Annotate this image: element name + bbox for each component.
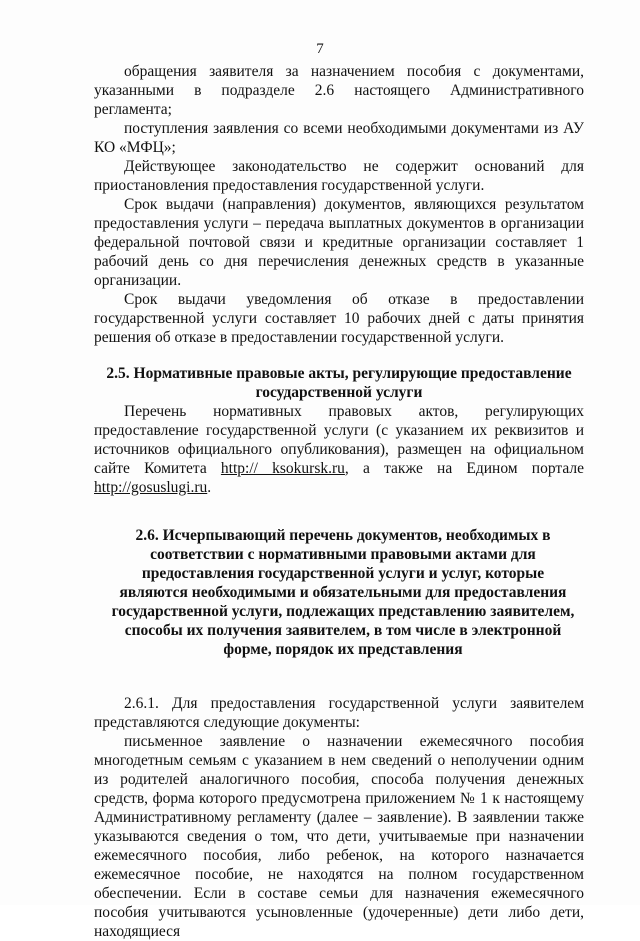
spacer: [94, 659, 584, 694]
text: .: [207, 479, 212, 496]
paragraph-2-5: [94, 402, 584, 497]
gosuslugi-link[interactable]: http://gosuslugi.ru: [94, 479, 208, 496]
page-number: 7: [316, 41, 324, 57]
paragraph: письменное заявление о назначении ежемесячного пособия многодетным семьям с указанием в нем сведений о неполучении одним из родителей аналогичного пособия, способа получения денежных средств, форма которого предусмотрена приложением № 1 к настоящему Административному регламенту (далее – заявление). В заявлении также указываются сведения о том, что дети, учитываемые при назначении ежемесячного пособия, либо ребенок, на которого назначается ежемесячное пособие, не находятся на полном государственном обеспечении. Если в составе семьи для назначения ежемесячного пособия учитываются усыновленные (удочеренные) дети либо дети, находящиеся: [94, 733, 584, 940]
paragraph: Срок выдачи уведомления об отказе в предоставлении государственной услуги составляет 10 рабочих дней с даты принятия решения об отказе в предоставлении государственной услуги.: [94, 291, 584, 346]
paragraph: Срок выдачи (направления) документов, являющихся результатом предоставления услуги – передача выплатных документов в организации федеральной почтовой связи и кредитные организации составляет 1 рабочий день со дня перечисления денежных средств в указанные организации.: [94, 196, 584, 289]
section-heading-2-5: 2.5. Нормативные правовые акты, регулирующие предоставление государственной услуги: [106, 365, 572, 401]
section-heading-2-6: 2.6. Исчерпывающий перечень документов, необходимых в соответствии с нормативными правовыми актами для предоставления государственной услуги и услуг, которые являются необходимыми и обязательными для предоставления государственной услуги, подлежащих представлению заявителем, способы их получения заявителем, в том числе в электронной форме, порядок их представления: [111, 527, 575, 658]
committee-site-link[interactable]: http:// ksokursk.ru: [220, 460, 345, 477]
paragraph: поступления заявления со всеми необходимыми документами из АУ КО «МФЦ»;: [94, 120, 584, 156]
paragraph: Действующее законодательство не содержит оснований для приостановления предоставления государственной услуги.: [94, 158, 584, 194]
text: Перечень нормативных правовых актов, регулирующих предоставление государственной услуги (с указанием их реквизитов и источников официального опубликования), размещен на официальном сайте Комитета: [94, 403, 584, 477]
paragraph-2-6-1: 2.6.1. Для предоставления государственной услуги заявителем представляются следующие документы:: [94, 695, 584, 731]
document-body: [94, 62, 584, 941]
text: , а также на Едином портале: [344, 460, 584, 477]
paragraph: обращения заявителя за назначением пособия с документами, указанными в подразделе 2.6 настоящего Административного регламента;: [94, 63, 584, 118]
